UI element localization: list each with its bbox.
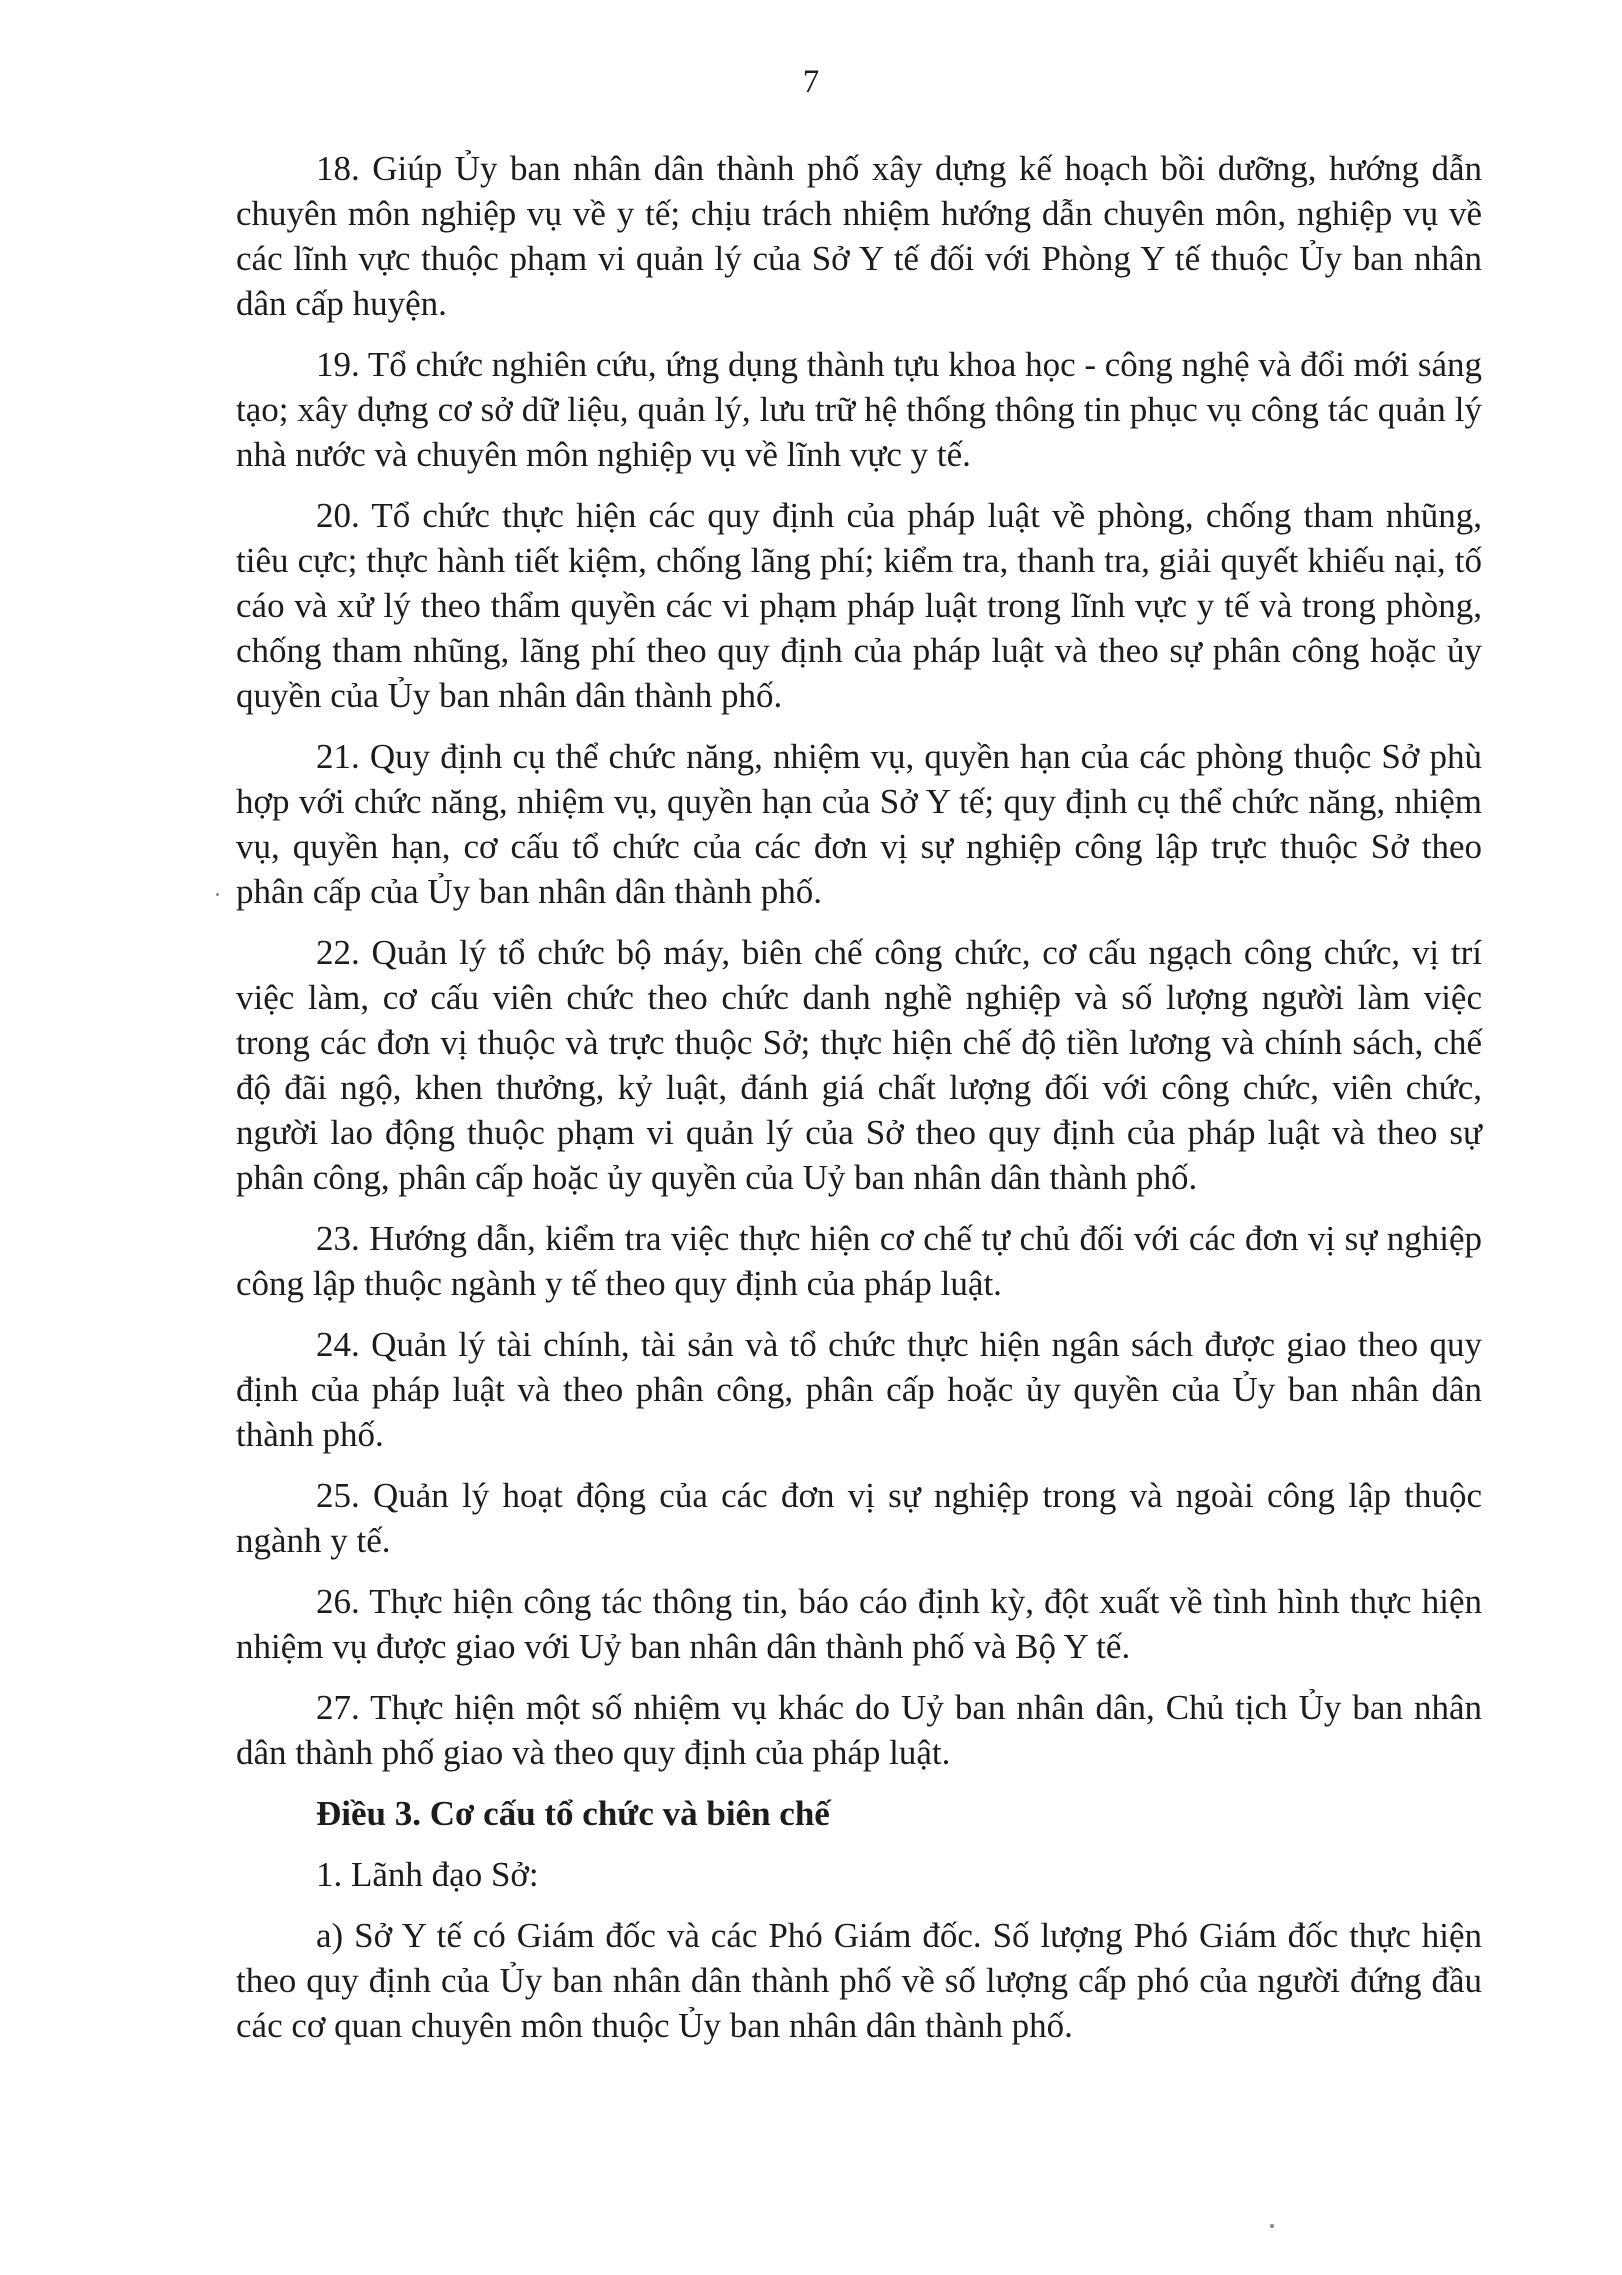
paragraph-item-18: 18. Giúp Ủy ban nhân dân thành phố xây dựng kế hoạch bồi dưỡng, hướng dẫn chuyên môn nghiệp vụ về y tế; chịu trách nhiệm hướng dẫn chuyên môn, nghiệp vụ về các lĩnh vực thuộc phạm vi quản lý của Sở Y tế đối với Phòng Y tế thuộc Ủy ban nhân dân cấp huyện.: [236, 149, 1482, 323]
paragraph-item-24: 24. Quản lý tài chính, tài sản và tổ chức thực hiện ngân sách được giao theo quy định của pháp luật và theo phân công, phân cấp hoặc ủy quyền của Ủy ban nhân dân thành phố.: [236, 1325, 1482, 1454]
scan-speck: [1270, 2224, 1274, 2228]
page-number: 7: [802, 64, 820, 100]
article-heading: Điều 3. Cơ cấu tổ chức và biên chế: [316, 1794, 830, 1833]
paragraph-item-23: 23. Hướng dẫn, kiểm tra việc thực hiện cơ chế tự chủ đối với các đơn vị sự nghiệp công lập thuộc ngành y tế theo quy định của pháp luật.: [236, 1219, 1482, 1303]
paragraph-item-19: 19. Tổ chức nghiên cứu, ứng dụng thành tựu khoa học - công nghệ và đổi mới sáng tạo; xây dựng cơ sở dữ liệu, quản lý, lưu trữ hệ thống thông tin phục vụ công tác quản lý nhà nước và chuyên môn nghiệp vụ về lĩnh vực y tế.: [236, 345, 1482, 474]
paragraph-item-27: 27. Thực hiện một số nhiệm vụ khác do Uỷ ban nhân dân, Chủ tịch Ủy ban nhân dân thành phố giao và theo quy định của pháp luật.: [236, 1688, 1482, 1772]
paragraph-item-26: 26. Thực hiện công tác thông tin, báo cáo định kỳ, đột xuất về tình hình thực hiện nhiệm vụ được giao với Uỷ ban nhân dân thành phố và Bộ Y tế.: [236, 1582, 1482, 1666]
paragraph-item-20: 20. Tổ chức thực hiện các quy định của pháp luật về phòng, chống tham nhũng, tiêu cực; thực hành tiết kiệm, chống lãng phí; kiểm tra, thanh tra, giải quyết khiếu nại, tố cáo và xử lý theo thẩm quyền các vi phạm pháp luật trong lĩnh vực y tế và trong phòng, chống tham nhũng, lãng phí theo quy định của pháp luật và theo sự phân công hoặc ủy quyền của Ủy ban nhân dân thành phố.: [236, 496, 1482, 715]
clause-leadership-a: a) Sở Y tế có Giám đốc và các Phó Giám đốc. Số lượng Phó Giám đốc thực hiện theo quy định của Ủy ban nhân dân thành phố về số lượng cấp phó của người đứng đầu các cơ quan chuyên môn thuộc Ủy ban nhân dân thành phố.: [236, 1916, 1482, 2045]
paragraph-item-25: 25. Quản lý hoạt động của các đơn vị sự nghiệp trong và ngoài công lập thuộc ngành y tế.: [236, 1476, 1482, 1560]
paragraph-item-21: 21. Quy định cụ thể chức năng, nhiệm vụ, quyền hạn của các phòng thuộc Sở phù hợp với chức năng, nhiệm vụ, quyền hạn của Sở Y tế; quy định cụ thể chức năng, nhiệm vụ, quyền hạn, cơ cấu tổ chức của các đơn vị sự nghiệp công lập trực thuộc Sở theo phân cấp của Ủy ban nhân dân thành phố.: [236, 737, 1482, 911]
paragraph-item-22: 22. Quản lý tổ chức bộ máy, biên chế công chức, cơ cấu ngạch công chức, vị trí việc làm, cơ cấu viên chức theo chức danh nghề nghiệp và số lượng người làm việc trong các đơn vị thuộc và trực thuộc Sở; thực hiện chế độ tiền lương và chính sách, chế độ đãi ngộ, khen thưởng, kỷ luật, đánh giá chất lượng đối với công chức, viên chức, người lao động thuộc phạm vi quản lý của Sở theo quy định của pháp luật và theo sự phân công, phân cấp hoặc ủy quyền của Uỷ ban nhân dân thành phố.: [236, 933, 1482, 1197]
scan-speck: [216, 893, 219, 896]
document-body: [236, 146, 1482, 2064]
clause-leadership: 1. Lãnh đạo Sở:: [316, 1855, 539, 1894]
